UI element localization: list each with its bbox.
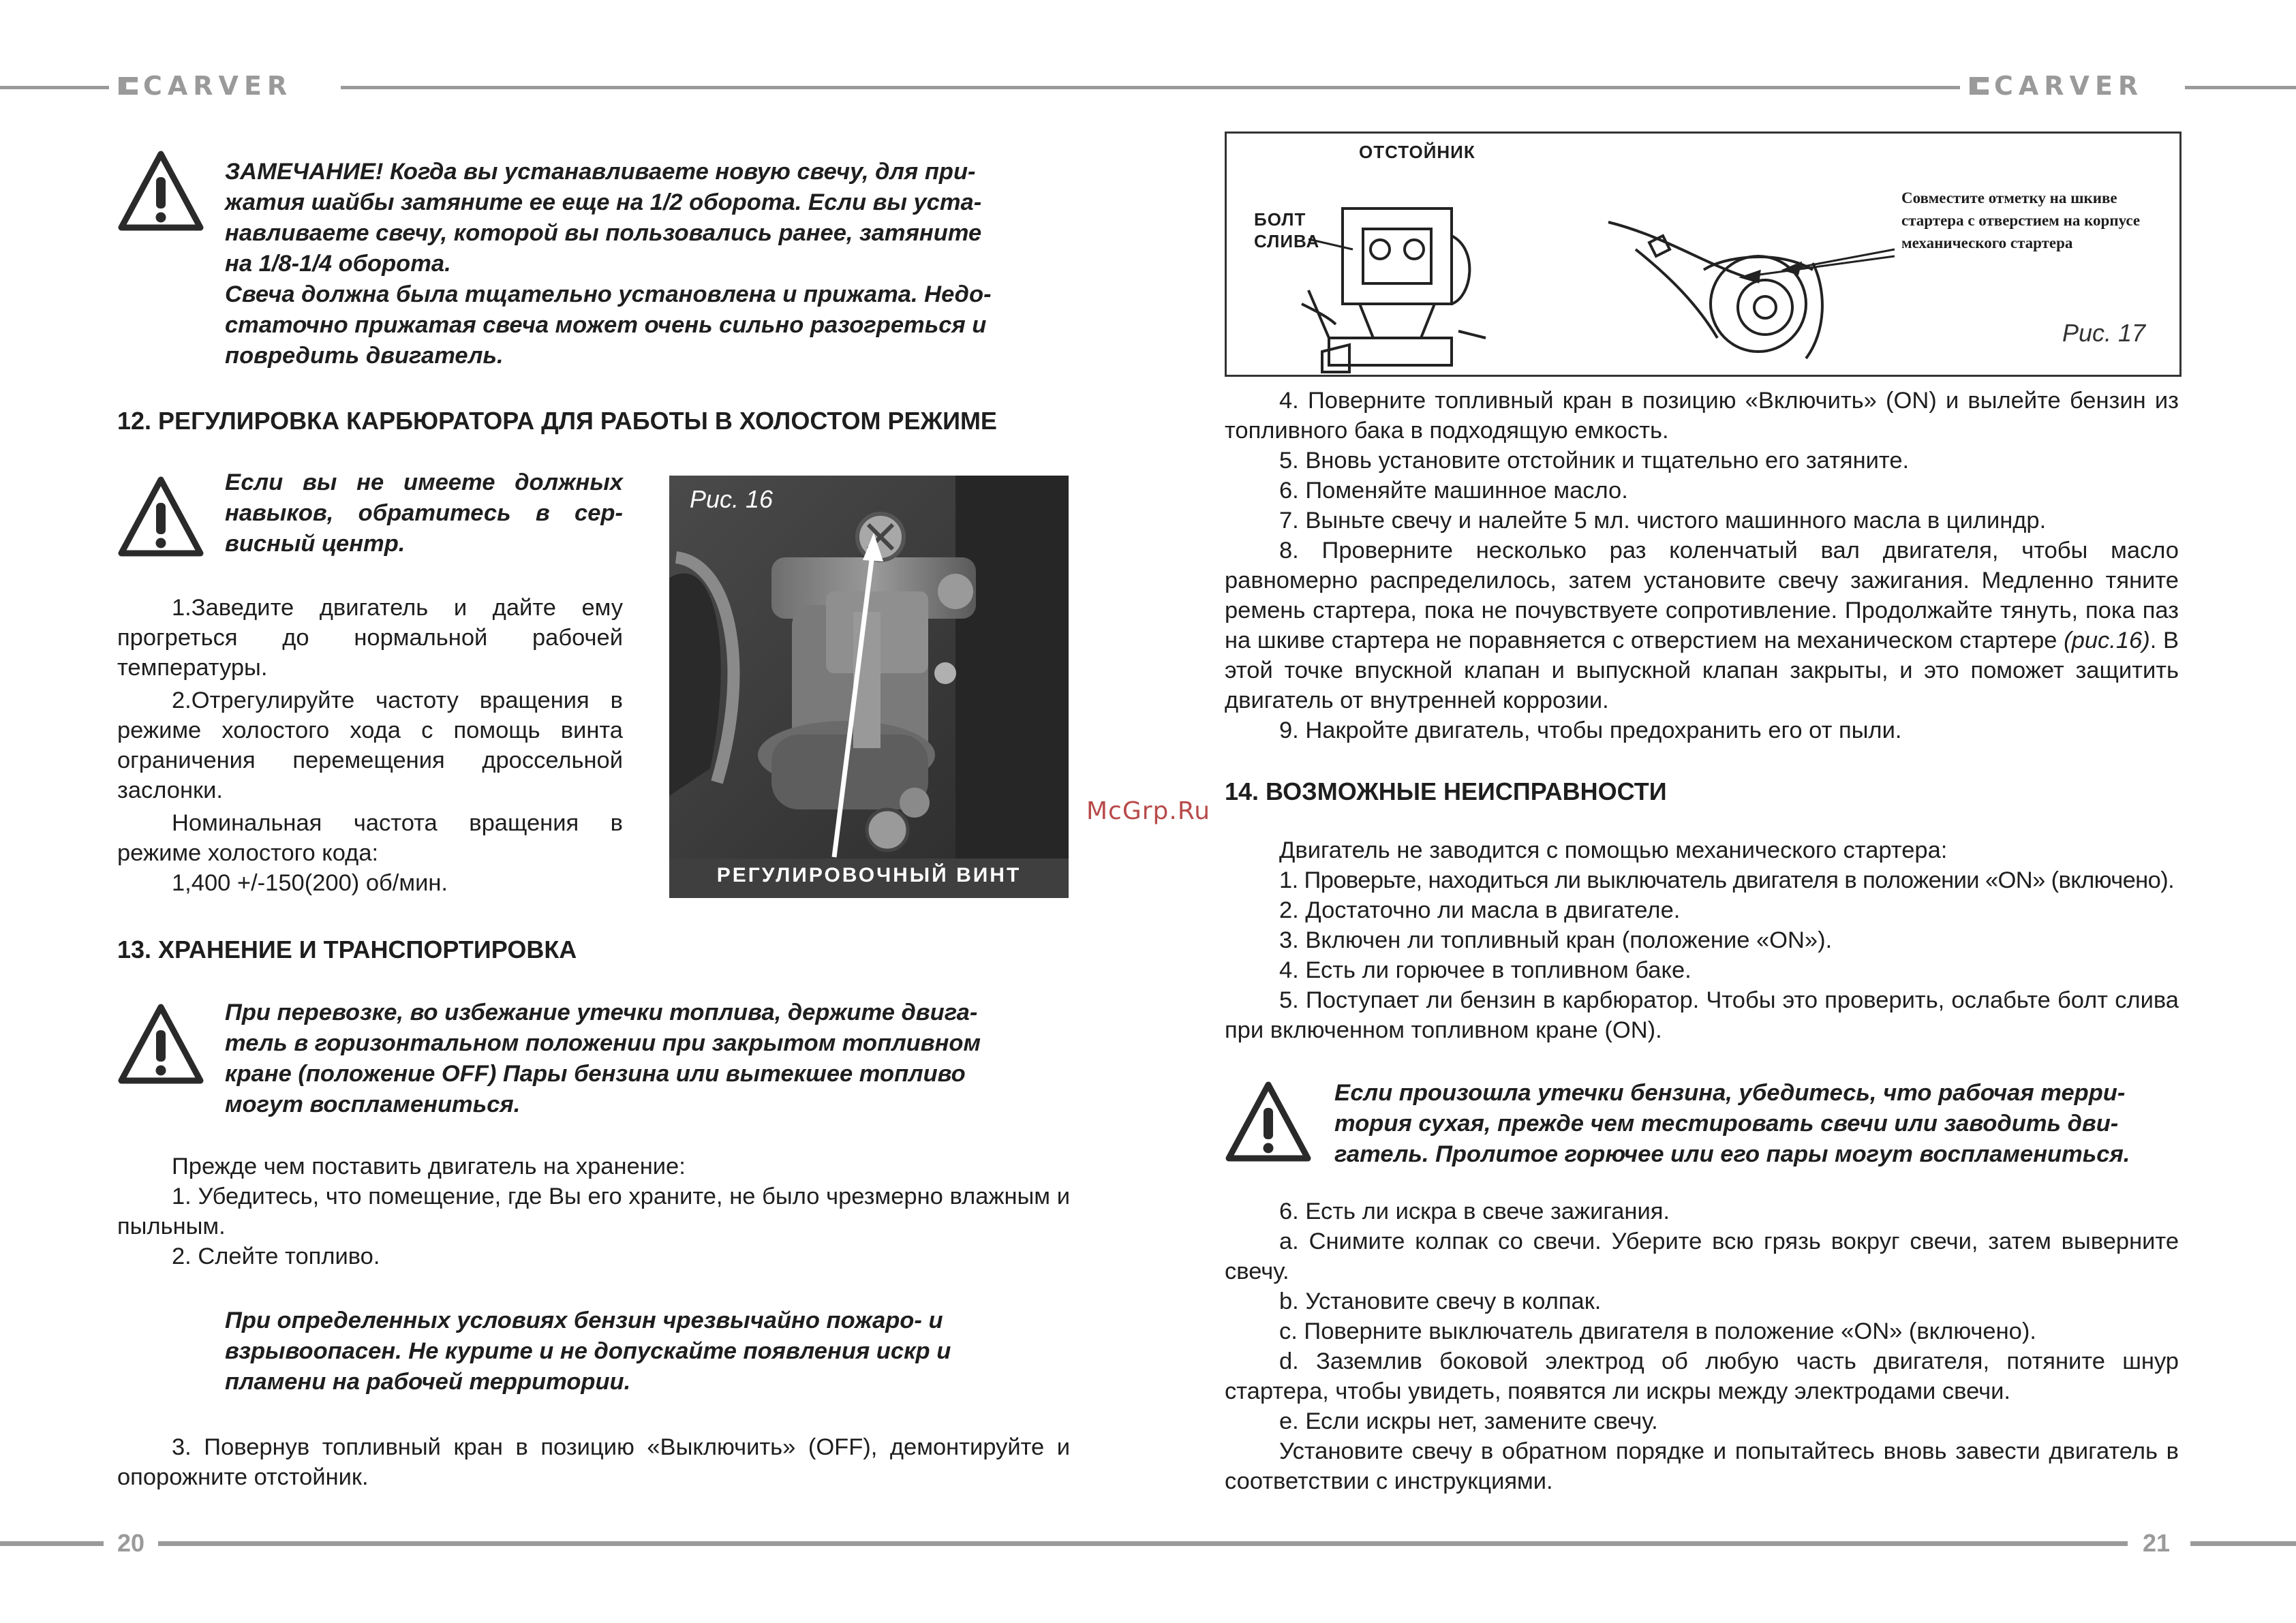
section-12-body (117, 593, 623, 898)
warning-line: кране (положение OFF) Пары бензина или вытекшее топливо (225, 1061, 966, 1087)
note-line: повредить двигатель. (225, 343, 504, 369)
paragraph: 1.Заведите двигатель и дайте ему прогреться до нормальной рабочей температуры. (117, 595, 623, 681)
warning-13b (225, 1305, 1070, 1397)
carver-logo-mark (119, 77, 138, 95)
paragraph: 5. Поступает ли бензин в карбюратор. Чтобы это проверить, ослабьте болт слива при включенном топливном кране (ON). (1225, 987, 2179, 1043)
note-line: жатия шайбы затяните ее еще на 1/2 оборота. Если вы уста- (225, 189, 982, 215)
note-line: механического стартера (1901, 234, 2073, 251)
section-14-body (1225, 835, 2179, 1045)
paragraph: 2. Достаточно ли масла в двигателе. (1279, 897, 1681, 923)
warning-12 (225, 467, 623, 559)
carver-logo (119, 71, 292, 101)
paragraph: 3. Повернув топливный кран в позицию «Выключить» (OFF), демонтируйте и опорожните отстойник. (117, 1434, 1070, 1490)
warning-14 (1334, 1078, 2179, 1170)
warning-icon (117, 473, 204, 560)
paragraph: 6. Есть ли искра в свече зажигания. (1279, 1199, 1670, 1224)
paragraph: 1. Убедитесь, что помещение, где Вы его храните, не было чрезмерно влажным и пыльным. (117, 1184, 1070, 1239)
page-number: 20 (117, 1529, 145, 1557)
paragraph: c. Поверните выключатель двигателя в положение «ON» (включено). (1279, 1318, 2036, 1344)
warning-line: могут воспламениться. (225, 1092, 521, 1117)
paragraph: e. Если искры нет, замените свечу. (1279, 1408, 1658, 1434)
note-line: навливаете свечу, которой вы пользовались ранее, затяните (225, 220, 982, 246)
note-line: статочно прижатая свеча может очень сильно разогреться и (225, 312, 987, 338)
paragraph: b. Установите свечу в колпак. (1279, 1288, 1602, 1314)
paragraph-part: . В этой точке впускной клапан и выпускной клапан закрыты, и это поможет защитить двигатель от внутренней коррозии. (1225, 628, 2179, 713)
page-number: 21 (2143, 1529, 2171, 1557)
paragraph: 2. Слейте топливо. (172, 1243, 380, 1269)
label-otstoynik: ОТСТОЙНИК (1359, 142, 1475, 162)
figure-reference: (рис.16) (2064, 628, 2150, 653)
plug-note (225, 157, 1070, 371)
header-rule (0, 86, 109, 89)
note-line: Свеча должна была тщательно установлена и прижата. Недо- (225, 281, 992, 307)
section-13-continued (1225, 386, 2179, 745)
paragraph: d. Заземлив боковой электрод об любую часть двигателя, потяните шнур стартера, чтобы увидеть, появятся ли искры между электродами свечи. (1225, 1348, 2179, 1404)
footer-rule (0, 1541, 104, 1546)
label-line: СЛИВА (1254, 231, 1320, 251)
paragraph-part: 8. Проверните несколько раз коленчатый вал двигателя, чтобы масло равномерно распределилось, затем установите свечу зажигания. Медленно тяните ремень стартера, пока не почувствуете сопротивление. Продолжайте тянуть, пока паз на шкиве стартера не поравняется с отверстием на механическом стартере (1225, 538, 2179, 653)
warning-icon (117, 147, 204, 234)
section-13-body (117, 1151, 1070, 1271)
header-rule (341, 86, 1148, 89)
section-13-step3 (117, 1432, 1070, 1492)
figure-16-label: РЕГУЛИРОВОЧНЫЙ ВИНТ (716, 864, 1022, 886)
warning-line: пламени на рабочей территории. (225, 1369, 631, 1395)
fig17-note (1901, 187, 2140, 254)
paragraph: 2.Отрегулируйте частоту вращения в режиме холостого хода с помощь винта ограничения перемещения дроссельной заслонки. (117, 687, 623, 803)
warning-line: тель в горизонтальном положении при закрытом топливном (225, 1030, 981, 1056)
carver-logo-mark (1970, 77, 1989, 95)
note-line: Совместите отметку на шкиве (1901, 189, 2117, 206)
figure-16-caption: Рис. 16 (690, 485, 774, 513)
carburetor-photo (669, 476, 1069, 898)
warning-line: взрывоопасен. Не курите и не допускайте появления искр и (225, 1338, 951, 1364)
header-rule (1148, 86, 1960, 89)
paragraph: 4. Есть ли горючее в топливном баке. (1279, 957, 1692, 983)
paragraph: 9. Накройте двигатель, чтобы предохранить его от пыли. (1279, 717, 1902, 743)
carver-logo-text: CARVER (1994, 71, 2144, 101)
warning-line: При перевозке, во избежание утечки топлива, держите двига- (225, 1000, 978, 1025)
paragraph: Номинальная частота вращения в режиме холостого кода: (117, 810, 623, 866)
paragraph: Двигатель не заводится с помощью механического стартера: (1279, 837, 1948, 863)
paragraph: 1,400 +/-150(200) об/мин. (172, 870, 448, 896)
footer-rule (158, 1541, 1148, 1546)
warning-line: Если произошла утечки бензина, убедитесь, что рабочая терри- (1334, 1080, 2126, 1106)
warning-line: навыков, обратитесь в сер- (225, 500, 623, 526)
note-line: стартера с отверстием на корпусе (1901, 212, 2141, 229)
note-line: на 1/8-1/4 оборота. (225, 251, 451, 277)
label-line: БОЛТ (1254, 209, 1306, 230)
section-13-title: 13. ХРАНЕНИЕ И ТРАНСПОРТИРОВКА (117, 936, 577, 963)
header-rule (2185, 86, 2296, 89)
paragraph (1225, 536, 2179, 715)
figure-17-caption: Рис. 17 (2062, 319, 2146, 347)
paragraph: Прежде чем поставить двигатель на хранение: (172, 1154, 686, 1179)
warning-line: Если вы не имеете должных (225, 469, 623, 495)
paragraph: 4. Поверните топливный кран в позицию «Включить» (ON) и вылейте бензин из топливного бака в подходящую емкость. (1225, 388, 2179, 444)
warning-13 (225, 998, 1070, 1120)
carver-logo (1970, 71, 2143, 101)
paragraph: 6. Поменяйте машинное масло. (1279, 478, 1628, 504)
paragraph: a. Снимите колпак со свечи. Уберите всю грязь вокруг свечи, затем выверните свечу. (1225, 1228, 2179, 1284)
footer-rule (1148, 1541, 2128, 1546)
section-12-title: 12. РЕГУЛИРОВКА КАРБЮРАТОРА ДЛЯ РАБОТЫ В ХОЛОСТОМ РЕЖИМЕ (117, 407, 997, 435)
figure-17-drawing (1225, 132, 2182, 377)
watermark: McGrp.Ru (1086, 797, 1211, 825)
warning-line: При определенных условиях бензин чрезвычайно пожаро- и (225, 1308, 943, 1333)
figure-16-carburetor-photo (669, 476, 1069, 898)
footer-rule (2190, 1541, 2296, 1546)
warning-icon (117, 1000, 204, 1087)
note-line: ЗАМЕЧАНИЕ! Когда вы устанавливаете новую свечу, для при- (225, 159, 976, 185)
section-14-title: 14. ВОЗМОЖНЫЕ НЕИСПРАВНОСТИ (1225, 777, 1667, 805)
warning-line: гатель. Пролитое горючее или его пары могут воспламениться. (1334, 1141, 2130, 1167)
paragraph: 7. Выньте свечу и налейте 5 мл. чистого машинного масла в цилиндр. (1279, 508, 2047, 534)
warning-line: висный центр. (225, 531, 405, 557)
carver-logo-text: CARVER (143, 71, 293, 101)
paragraph: Установите свечу в обратном порядке и попытайтесь вновь завести двигатель в соответствии с инструкциями. (1225, 1438, 2179, 1494)
engine-drawing (1227, 134, 2179, 375)
spark-check (1225, 1196, 2179, 1496)
warning-icon (1225, 1078, 1312, 1165)
label-drain-bolt (1254, 208, 1319, 252)
warning-line: тория сухая, прежде чем тестировать свечи или заводить дви- (1334, 1111, 2119, 1137)
paragraph: 3. Включен ли топливный кран (положение «ON»). (1279, 927, 1833, 953)
paragraph: 1. Проверьте, находиться ли выключатель двигателя в положении «ON» (включено). (1279, 867, 2175, 893)
paragraph: 5. Вновь установите отстойник и тщательно его затяните. (1279, 448, 1910, 474)
